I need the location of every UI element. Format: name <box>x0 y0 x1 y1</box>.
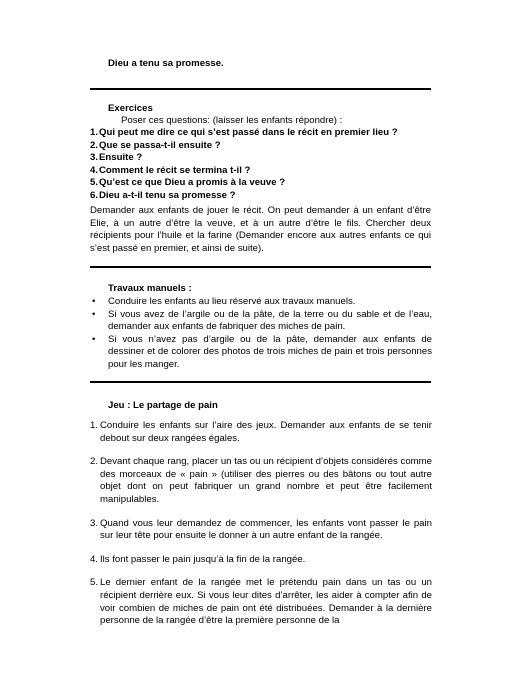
jeu-step-text: Quand vous leur demandez de commencer, les enfants vont passer le pain sur leur tête pour ensuite le donner à un autre enfant de la rangée. <box>100 517 432 542</box>
jeu-step <box>90 554 432 567</box>
jeu-title: Jeu : Le partage de pain <box>108 400 218 411</box>
question-item <box>90 190 432 203</box>
jeu-step <box>90 420 432 445</box>
question-text: Qu’est ce que Dieu a promis à la veuve ? <box>99 177 286 189</box>
question-item <box>90 152 432 165</box>
questions-list <box>90 127 432 203</box>
travaux-item <box>90 309 432 334</box>
question-text: Dieu a-t-il tenu sa promesse ? <box>99 189 236 201</box>
travaux-item <box>90 334 432 372</box>
jeu-step-text: Conduire les enfants sur l’aire des jeux. Demander aux enfants de se tenir debout sur deux rangées égales. <box>100 420 432 444</box>
jeu-step-number: 2. <box>90 456 99 468</box>
question-text: Que se passa-t-il ensuite ? <box>99 139 221 151</box>
question-text: Ensuite ? <box>99 152 143 164</box>
exercices-title: Exercices <box>108 103 153 114</box>
question-text: Comment le récit se termina t-il ? <box>99 164 251 176</box>
divider <box>90 381 431 383</box>
question-number: 3. <box>90 152 99 164</box>
travaux-title: Travaux manuels : <box>108 283 192 294</box>
question-item <box>90 177 432 190</box>
jeu-step <box>90 456 432 506</box>
question-number: 5. <box>90 177 99 189</box>
jeu-step-text: Devant chaque rang, placer un tas ou un récipient d’objets considérés comme des morceaux de « pain » (utiliser des pierres ou des bâtons ou tout autre objet dont on peut fabriquer un grand nombre et peut être facilement manipulables. <box>100 456 432 505</box>
travaux-item-text: Si vous avez de l’argile ou de la pâte, de la terre ou du sable et de l’eau, demander aux enfants de fabriquer des miches de pain. <box>108 308 432 333</box>
travaux-item <box>90 296 432 309</box>
jeu-step-number: 4. <box>90 553 99 565</box>
travaux-item-text: Si vous n’avez pas d’argile ou de la pâte, demander aux enfants de dessiner et de colorer des photos de trois miches de pain et trois personnes pour les manger. <box>108 333 432 370</box>
question-text: Qui peut me dire ce qui s’est passé dans le récit en premier lieu ? <box>99 127 398 138</box>
jeu-step-text: Ils font passer le pain jusqu’à la fin de la rangée. <box>100 553 306 565</box>
divider <box>90 88 431 90</box>
jeu-step <box>90 518 432 543</box>
jeu-step-number: 3. <box>90 517 99 529</box>
question-item <box>90 127 432 140</box>
jeu-list <box>90 420 432 639</box>
travaux-item-text: Conduire les enfants au lieu réservé aux travaux manuels. <box>108 296 356 307</box>
question-number: 2. <box>90 139 99 151</box>
jeu-step-text: Le dernier enfant de la rangée met le prétendu pain dans un tas ou un récipient derrière eux. Si vous leur dites d’arrêter, les aider à compter afin de voir combien de miches de pain ont été distribuées. Demander à la dernière personne de la rangée d’être la première personne de la <box>100 577 432 627</box>
jeu-step-number: 5. <box>90 577 99 589</box>
question-item <box>90 140 432 153</box>
jeu-step-number: 1. <box>90 420 99 431</box>
question-item <box>90 165 432 178</box>
question-number: 4. <box>90 164 99 176</box>
question-number: 1. <box>90 127 99 138</box>
top-line: Dieu a tenu sa promesse. <box>108 58 224 69</box>
bullet-icon: • <box>92 333 96 345</box>
divider <box>90 266 431 268</box>
travaux-list <box>90 296 432 372</box>
jeu-step <box>90 577 432 627</box>
bullet-icon: • <box>92 308 96 320</box>
question-number: 6. <box>90 189 99 201</box>
bullet-icon: • <box>92 296 96 307</box>
exercices-intro: Poser ces questions: (laisser les enfants répondre) : <box>121 115 343 126</box>
exercices-paragraph: Demander aux enfants de jouer le récit. On peut demander à un enfant d’être Elie, à un autre d’être la veuve, et à un autre d’être le fils. Chercher deux récipients pour l’huile et la farine (Demander encore aux autres enfants ce qui s’est passé en premier, et ainsi de suite). <box>90 205 431 254</box>
